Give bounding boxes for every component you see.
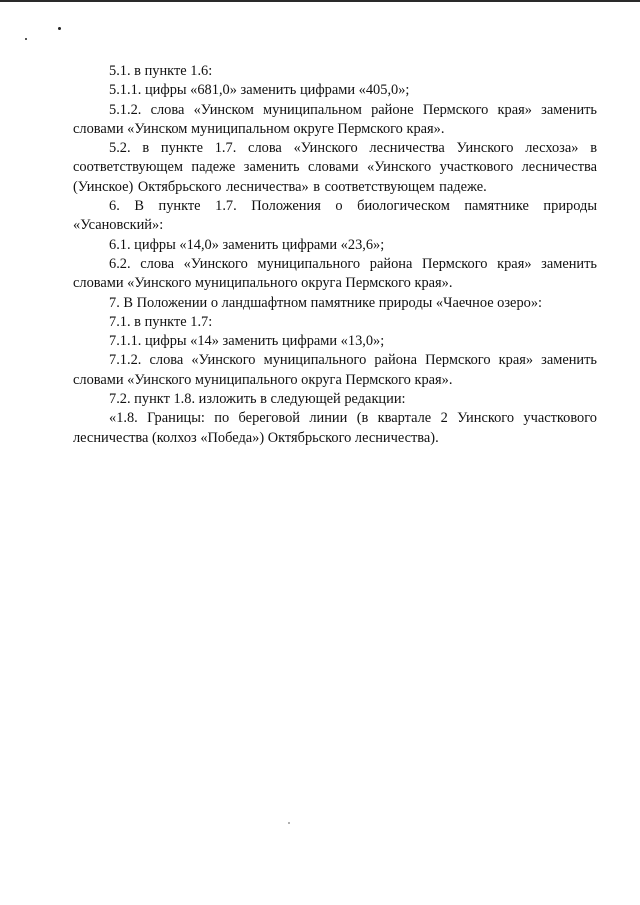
paragraph-7-1-1: 7.1.1. цифры «14» заменить цифрами «13,0»; (109, 333, 385, 350)
scan-top-border (0, 0, 640, 2)
scan-speck (58, 27, 61, 30)
paragraph-5-2: 5.2. в пункте 1.7. слова «Уинского лесничества Уинского лесхоза» в соответствующем падеже заменить словами «Уинского участкового лесничества (Уинское) Октябрьского лесничества» в соответствующем падеже. (73, 140, 597, 195)
paragraph-7-1-2: 7.1.2. слова «Уинского муниципального района Пермского края» заменить словами «Уинского муниципального округа Пермского края». (73, 352, 597, 388)
document-body (73, 62, 597, 448)
scan-speck (25, 38, 27, 40)
paragraph-6-2: 6.2. слова «Уинского муниципального района Пермского края» заменить словами «Уинского муниципального округа Пермского края». (73, 255, 597, 292)
paragraph-6: 6. В пункте 1.7. Положения о биологическом памятнике природы «Усановский»: (73, 198, 597, 234)
paragraph-1-8-quote: «1.8. Границы: по береговой линии (в квартале 2 Уинского участкового лесничества (колхоз «Победа») Октябрьского лесничества). (73, 410, 597, 446)
paragraph-7-2: 7.2. пункт 1.8. изложить в следующей редакции: (109, 391, 406, 408)
paragraph-7: 7. В Положении о ландшафтном памятнике природы «Чаечное озеро»: (109, 294, 543, 311)
paragraph-5-1-2: 5.1.2. слова «Уинском муниципальном районе Пермского края» заменить словами «Уинском муниципальном округе Пермского края». (73, 101, 597, 137)
paragraph-5-1: 5.1. в пункте 1.6: (109, 63, 213, 79)
scan-speck (288, 822, 290, 824)
paragraph-6-1: 6.1. цифры «14,0» заменить цифрами «23,6»; (109, 236, 385, 253)
paragraph-7-1: 7.1. в пункте 1.7: (109, 313, 213, 330)
paragraph-5-1-1: 5.1.1. цифры «681,0» заменить цифрами «405,0»; (109, 82, 410, 99)
